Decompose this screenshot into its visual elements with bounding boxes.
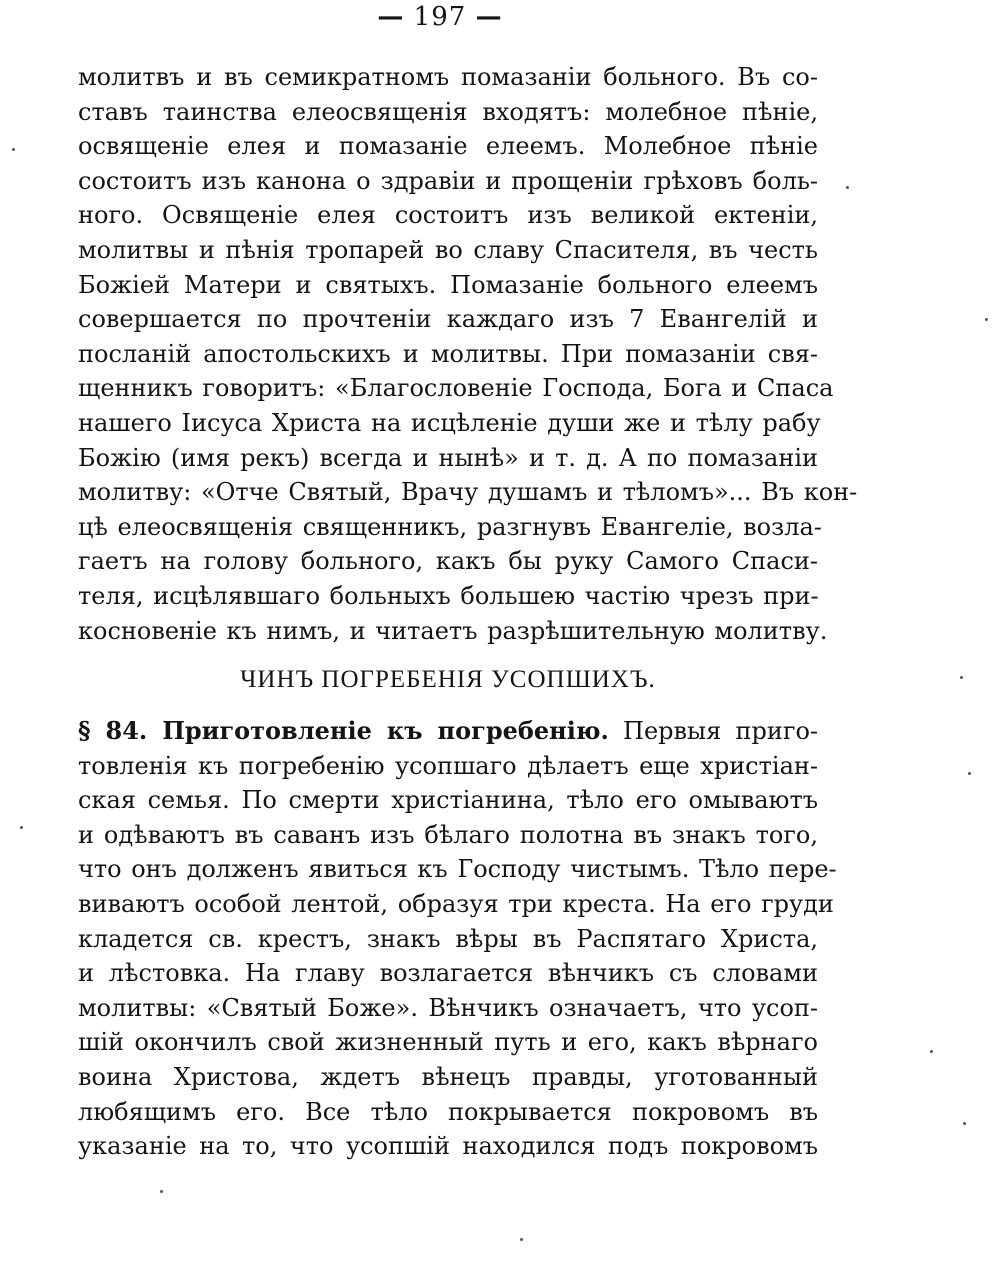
paragraph-line-rest: Первыя приго- xyxy=(608,717,818,745)
paragraph-line: Божію (имя рекъ) всегда и нынѣ» и т. д. А по помазаніи xyxy=(78,443,818,472)
paragraph-line: любящимъ его. Все тѣло покрывается покровомъ въ xyxy=(78,1097,818,1126)
scan-speck xyxy=(963,1122,966,1125)
paragraph-line: щенникъ говоритъ: «Благословеніе Господа, Бога и Спаса xyxy=(78,374,834,403)
paragraph-line: кладется св. крестъ, знакъ вѣры въ Распятаго Христа, xyxy=(78,924,818,953)
paragraph-line: ного. Освященіе елея состоитъ изъ великой ектеніи, xyxy=(78,201,818,230)
page-number xyxy=(0,2,880,32)
paragraph-line: теля, исцѣлявшаго больныхъ большею частію чрезъ при- xyxy=(78,581,819,610)
section-heading-84: § 84. Приготовленіе къ погребенію. xyxy=(78,716,609,745)
scan-speck xyxy=(968,772,971,775)
paragraph-line: молитву: «Отче Святый, Врачу душамъ и тѣломъ»... Въ кон- xyxy=(78,478,858,507)
scan-speck xyxy=(985,318,988,321)
scan-speck xyxy=(20,826,23,829)
paragraph-line: шій окончилъ свой жизненный путь и его, какъ вѣрнаго xyxy=(78,1028,818,1057)
paragraph-line: воина Христова, ждетъ вѣнецъ правды, уготованный xyxy=(78,1062,818,1091)
scan-speck xyxy=(12,148,15,151)
scan-speck xyxy=(160,1190,163,1193)
paragraph-elesvyashchenie xyxy=(78,60,858,648)
paragraph-84-burial-preparation xyxy=(78,714,837,1164)
paragraph-line: совершается по прочтеніи каждаго изъ 7 Евангелій и xyxy=(78,305,818,334)
paragraph-line: молитвы: «Святый Боже». Вѣнчикъ означаетъ, что усоп- xyxy=(78,993,818,1022)
paragraph-line: виваютъ особой лентой, образуя три креста. На его груди xyxy=(78,889,834,918)
paragraph-line: посланій апостольскихъ и молитвы. При помазаніи свя- xyxy=(78,339,818,368)
scan-speck xyxy=(846,186,849,189)
paragraph-line: состоитъ изъ канона о здравіи и прощеніи грѣховъ боль- xyxy=(78,166,818,195)
paragraph-line: цѣ елеосвященія священникъ, разгнувъ Евангеліе, возла- xyxy=(78,512,822,541)
paragraph-line: и лѣстовка. На главу возлагается вѣнчикъ съ словами xyxy=(78,959,818,988)
section-title: ЧИНЪ ПОГРЕБЕНІЯ УСОПШИХЪ. xyxy=(240,666,656,693)
scan-speck xyxy=(960,676,963,679)
paragraph-line: освященіе елея и помазаніе елеемъ. Молебное пѣніе xyxy=(78,132,818,161)
paragraph-line: ская семья. По смерти христіанина, тѣло его омываютъ xyxy=(78,786,818,815)
paragraph-line: молитвъ и въ семикратномъ помазаніи больного. Въ со- xyxy=(78,63,818,91)
paragraph-line: гаетъ на голову больного, какъ бы руку Самого Спаси- xyxy=(78,547,818,576)
scan-speck xyxy=(520,1238,523,1241)
paragraph-line: ставъ таинства елеосвященія входятъ: молебное пѣніе, xyxy=(78,97,818,126)
page-number-dash-right: — xyxy=(475,2,503,32)
paragraph-line: товленія къ погребенію усопшаго дѣлаетъ еще христіан- xyxy=(78,751,818,780)
page-number-value: 197 xyxy=(413,2,467,32)
paragraph-line: указаніе на то, что усопшій находился подъ покровомъ xyxy=(78,1132,818,1161)
paragraph-line xyxy=(78,714,818,749)
scan-speck xyxy=(930,1050,933,1053)
paragraph-line: нашего Іисуса Христа на исцѣленіе души же и тѣлу рабу xyxy=(78,408,821,437)
paragraph-line: Божіей Матери и святыхъ. Помазаніе больного елеемъ xyxy=(78,270,818,299)
page-number-dash-left: — xyxy=(377,2,405,32)
paragraph-line: косновеніе къ нимъ, и читаетъ разрѣшительную молитву. xyxy=(78,616,828,645)
paragraph-line: молитвы и пѣнія тропарей во славу Спасителя, въ честь xyxy=(78,235,818,264)
paragraph-line: что онъ долженъ явиться къ Господу чистымъ. Тѣло пере- xyxy=(78,855,837,884)
paragraph-line: и одѣваютъ въ саванъ изъ бѣлаго полотна въ знакъ того, xyxy=(78,820,818,849)
